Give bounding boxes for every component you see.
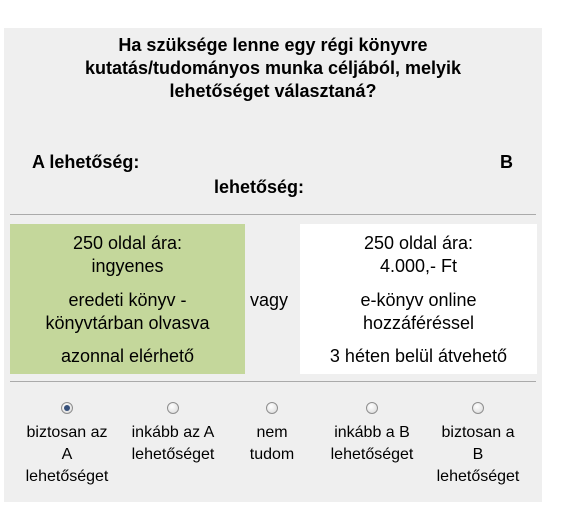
choice-dont-know[interactable] [217, 402, 327, 466]
option-a-availability: azonnal elérhető [60, 346, 195, 366]
choice-rather-b[interactable] [317, 402, 427, 466]
option-b-format-detail: hozzáféréssel [362, 313, 475, 333]
radio-definitely-a[interactable] [61, 402, 73, 414]
radio-definitely-b[interactable] [472, 402, 484, 414]
question-text [8, 34, 538, 103]
choice-label: inkább a B [334, 424, 410, 441]
divider-top [10, 214, 536, 215]
or-separator: vagy [250, 290, 289, 310]
radio-rather-a[interactable] [167, 402, 179, 414]
choice-rather-a[interactable] [118, 402, 228, 466]
option-a-format: eredeti könyv - [68, 290, 187, 310]
option-b-format: e-könyv online [360, 290, 477, 310]
choice-label: nem [256, 424, 288, 441]
choice-definitely-b[interactable] [423, 402, 533, 488]
choice-label: tudom [249, 446, 295, 463]
option-a-price-label: 250 oldal ára: [72, 233, 183, 253]
choice-label: biztosan az [26, 424, 108, 441]
option-b-price-label: 250 oldal ára: [363, 233, 474, 253]
question-line: lehetőséget választaná? [169, 81, 377, 101]
choice-label: lehetőséget [131, 446, 215, 463]
choice-label: lehetőséget [330, 446, 414, 463]
option-a-price-value: ingyenes [91, 256, 164, 276]
choice-definitely-a[interactable] [12, 402, 122, 488]
option-b-card [300, 224, 537, 374]
choice-label: biztosan a [441, 424, 515, 441]
question-line: kutatás/tudományos munka céljából, melyik [84, 58, 462, 78]
option-b-label-letter: B [500, 152, 513, 172]
option-a-format-detail: könyvtárban olvasva [45, 313, 210, 333]
question-line: Ha szüksége lenne egy régi könyvre [118, 35, 428, 55]
option-b-price-value: 4.000,- Ft [379, 256, 458, 276]
radio-dont-know[interactable] [266, 402, 278, 414]
option-b-label-word: lehetőség: [214, 177, 305, 197]
radio-rather-b[interactable] [366, 402, 378, 414]
choice-label: B [472, 446, 484, 463]
choice-label: lehetőséget [25, 468, 109, 485]
choice-label: A [61, 446, 73, 463]
option-a-label: A lehetőség: [32, 152, 140, 172]
divider-bottom [10, 381, 536, 382]
option-a-card [10, 224, 245, 374]
option-b-availability: 3 héten belül átvehető [329, 346, 508, 366]
choice-label: inkább az A [131, 424, 215, 441]
choice-label: lehetőséget [436, 468, 520, 485]
